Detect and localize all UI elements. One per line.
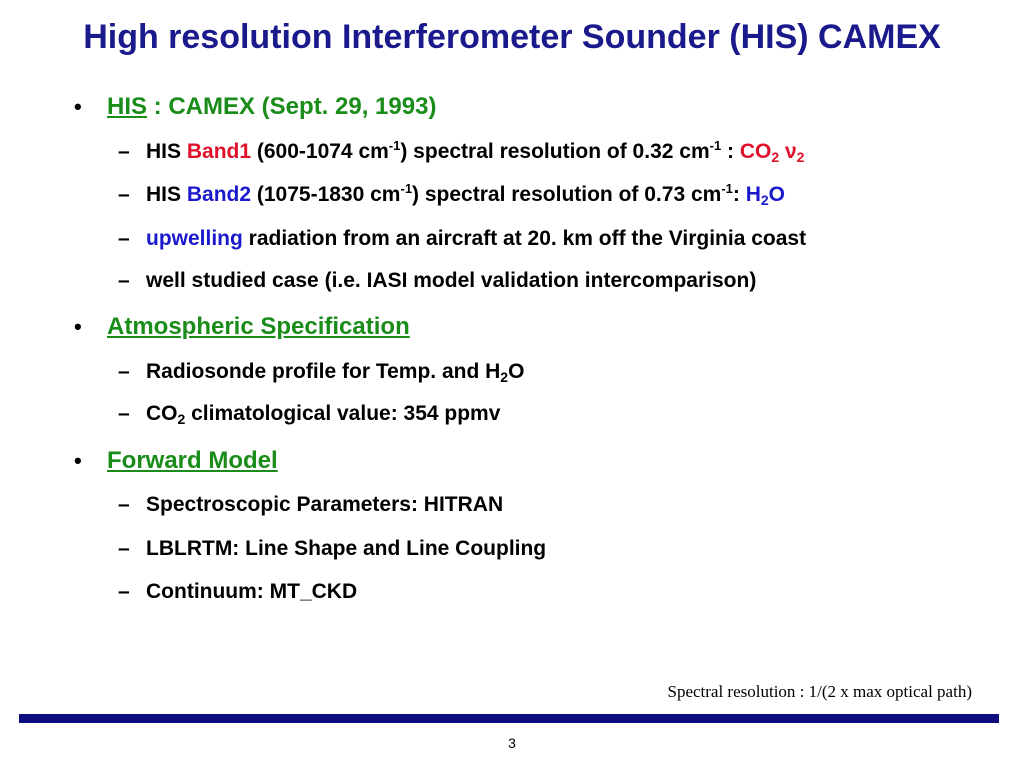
his-heading-text: : CAMEX (Sept. 29, 1993) bbox=[147, 93, 437, 120]
hitran-item: – Spectroscopic Parameters: HITRAN bbox=[118, 493, 504, 516]
footnote: Spectral resolution : 1/(2 x max optical path) bbox=[667, 682, 972, 701]
his-band1-item: – HIS Band1 (600-1074 $cm^{-1}$) spectral resolution of 0.32 $cm^{-1}$ : $CO_2$ $\nu_2$ bbox=[118, 138, 805, 165]
bullet-forward-model bbox=[74, 447, 278, 475]
bullet-dot: • bbox=[74, 314, 82, 339]
case-item: – well studied case (i.e. IASI model validation intercomparison) bbox=[118, 269, 757, 292]
bullet-his bbox=[74, 93, 436, 121]
band2-label: Band2 bbox=[186, 183, 252, 206]
atmospheric-spec-link[interactable]: Atmospheric Specification bbox=[107, 313, 410, 340]
page-number: 3 bbox=[508, 735, 516, 751]
co2-item: – $CO_2$ climatological value: 354 ppmv bbox=[118, 402, 501, 427]
lblrtm-item: – LBLRTM: Line Shape and Line Coupling bbox=[118, 537, 547, 560]
his-band2-item: – HIS Band2 (1075-1830 $cm^{-1}$) spectral resolution of 0.73 $cm^{-1}$: $H_2O$ bbox=[118, 181, 786, 208]
his-link[interactable]: HIS bbox=[107, 93, 148, 120]
slide-title: High resolution Interferometer Sounder (HIS) CAMEX bbox=[83, 18, 941, 56]
bullet-dot: • bbox=[74, 94, 82, 119]
radiosonde-item: – Radiosonde profile for Temp. and $H_2O$ bbox=[118, 360, 525, 385]
bullet-dot: • bbox=[74, 448, 82, 473]
bullet-atmospheric bbox=[74, 313, 410, 341]
band1-label: Band1 bbox=[186, 140, 252, 163]
footer-bar bbox=[19, 714, 999, 723]
forward-model-link[interactable]: Forward Model bbox=[107, 447, 278, 474]
continuum-item: – Continuum: MT_CKD bbox=[118, 580, 358, 603]
upwelling-item: – upwelling radiation from an aircraft at 20. km off the Virginia coast bbox=[118, 227, 807, 250]
